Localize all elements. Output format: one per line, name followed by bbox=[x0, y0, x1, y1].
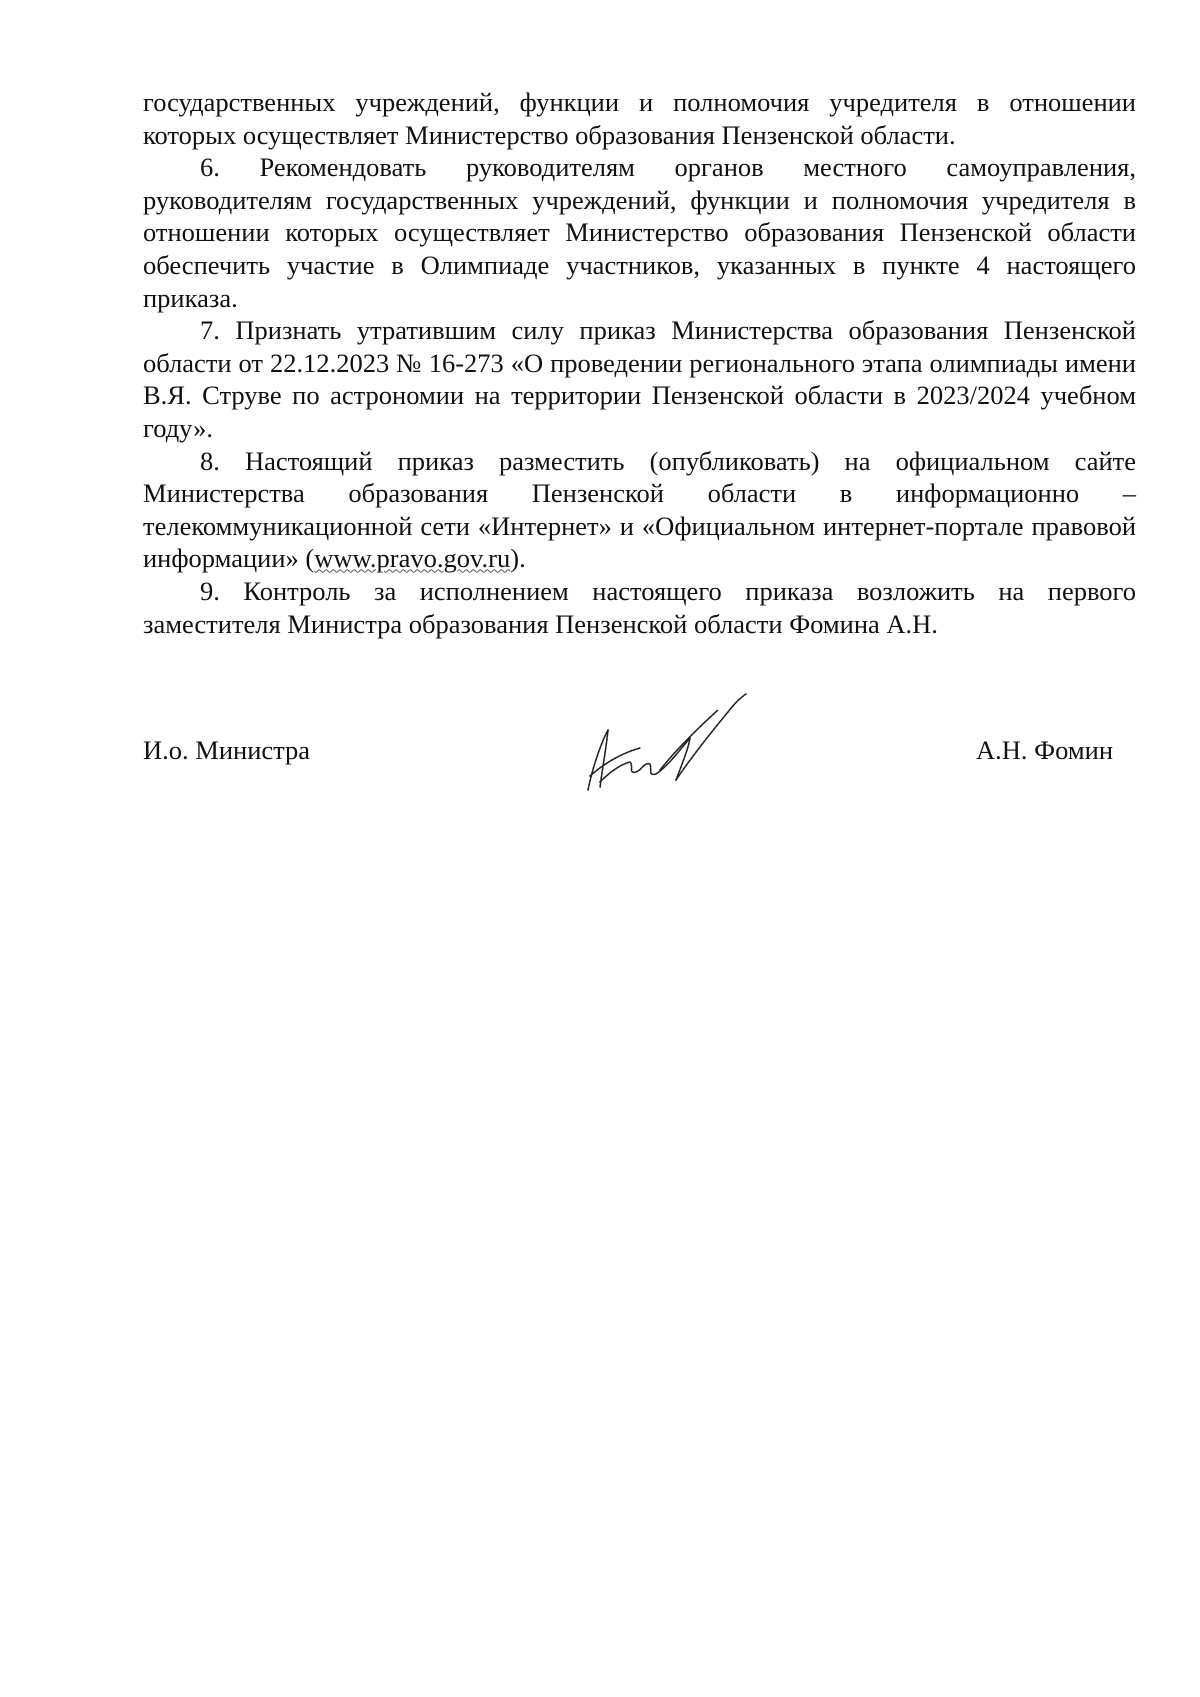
paragraph-item-8-text-before: 8. Настоящий приказ разместить (опубликовать) на официальном сайте Министерства образования Пензенской области в информационно – телекоммуникационной сети «Интернет» и «Официальном интернет-портале правовой информации» ( bbox=[143, 445, 1136, 574]
document-body bbox=[143, 86, 1136, 640]
signer-position: И.о. Министра bbox=[143, 735, 311, 765]
paragraph-continuation: государственных учреждений, функции и полномочия учредителя в отношении которых осуществляет Министерство образования Пензенской области. bbox=[143, 87, 1136, 150]
signer-name: А.Н. Фомин bbox=[976, 735, 1113, 765]
paragraph-item-8-text-after: ). bbox=[510, 543, 526, 574]
paragraph-item-6: 6. Рекомендовать руководителям органов местного самоуправления, руководителям государственных учреждений, функции и полномочия учредителя в отношении которых осуществляет Министерство образования Пензенской области обеспечить участие в Олимпиаде участников, указанных в пункте 4 настоящего приказа. bbox=[143, 152, 1136, 313]
handwritten-signature bbox=[578, 690, 758, 800]
paragraph-item-7: 7. Признать утратившим силу приказ Министерства образования Пензенской области от 22.12.2023 № 16-273 «О проведении регионального этапа олимпиады имени В.Я. Струве по астрономии на территории Пензенской области в 2023/2024 учебном году». bbox=[143, 315, 1136, 443]
paragraph-item-8 bbox=[143, 445, 1136, 575]
paragraph-item-9: 9. Контроль за исполнением настоящего приказа возложить на первого заместителя Министра образования Пензенской области Фомина А.Н. bbox=[143, 575, 1136, 639]
pravo-gov-link[interactable]: www.pravo.gov.ru bbox=[314, 543, 511, 574]
